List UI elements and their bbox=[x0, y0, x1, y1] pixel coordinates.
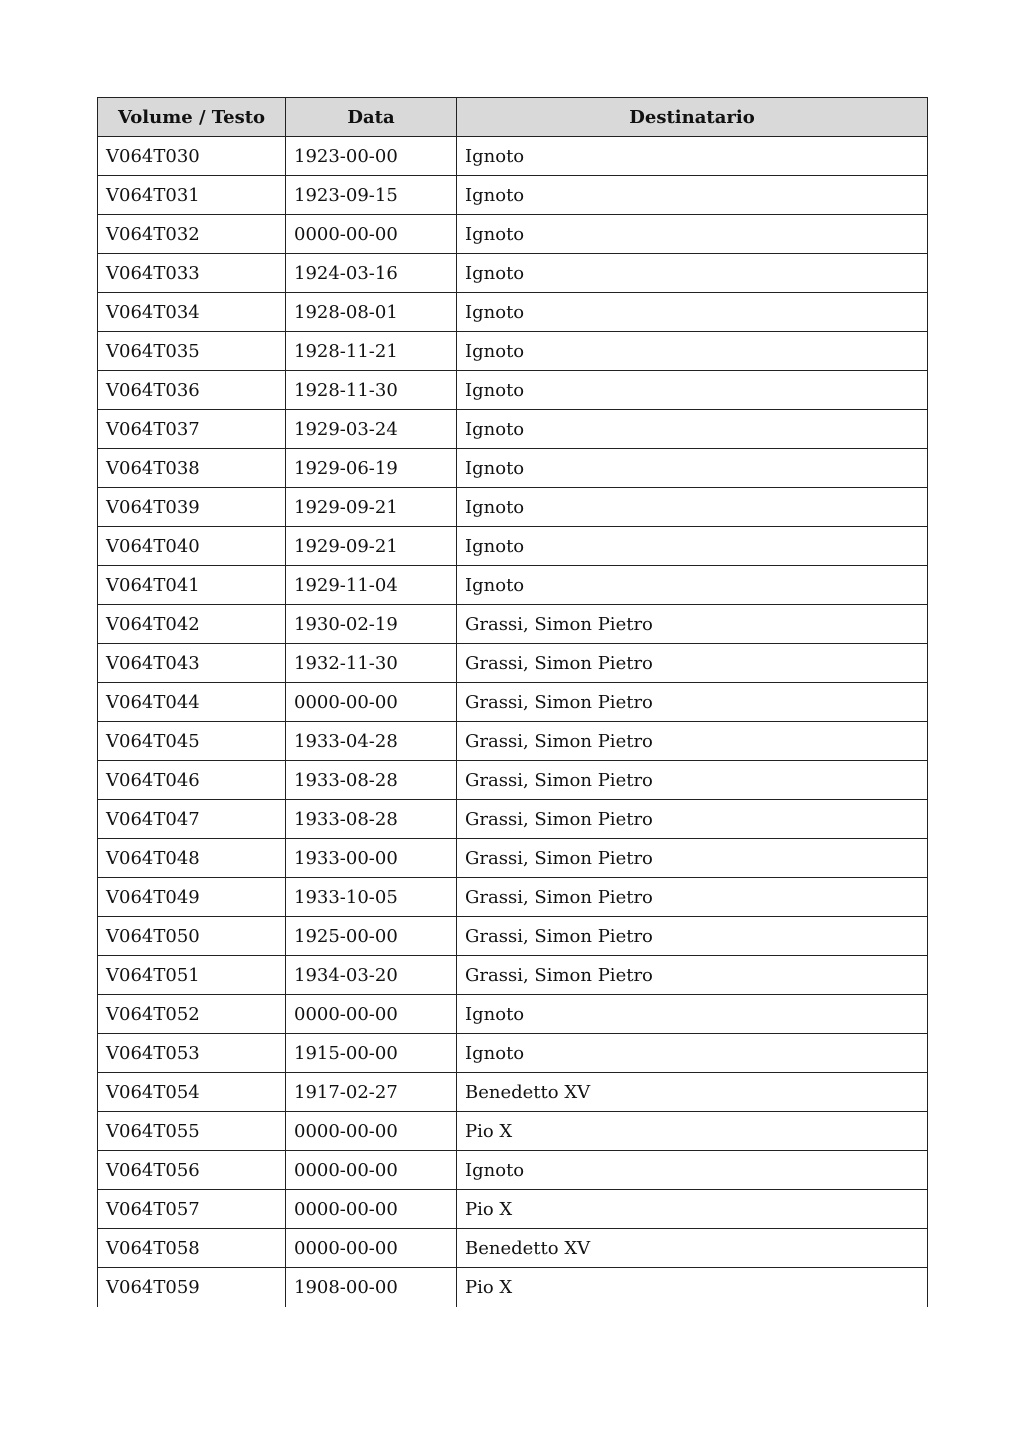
cell-data: 0000-00-00 bbox=[286, 1151, 457, 1190]
table-row bbox=[98, 1034, 928, 1073]
cell-volume-testo: V064T033 bbox=[98, 254, 286, 293]
header-row bbox=[98, 98, 928, 137]
cell-volume-testo: V064T050 bbox=[98, 917, 286, 956]
cell-data: 0000-00-00 bbox=[286, 1112, 457, 1151]
cell-data: 1924-03-16 bbox=[286, 254, 457, 293]
cell-destinatario: Ignoto bbox=[457, 995, 928, 1034]
table-row bbox=[98, 917, 928, 956]
cell-volume-testo: V064T049 bbox=[98, 878, 286, 917]
cell-destinatario: Ignoto bbox=[457, 137, 928, 176]
cell-destinatario: Ignoto bbox=[457, 527, 928, 566]
table-row bbox=[98, 410, 928, 449]
cell-destinatario: Ignoto bbox=[457, 410, 928, 449]
cell-data: 1933-08-28 bbox=[286, 761, 457, 800]
cell-volume-testo: V064T052 bbox=[98, 995, 286, 1034]
cell-destinatario: Pio X bbox=[457, 1190, 928, 1229]
header-volume-testo: Volume / Testo bbox=[98, 98, 286, 137]
table-row bbox=[98, 878, 928, 917]
cell-destinatario: Ignoto bbox=[457, 176, 928, 215]
cell-volume-testo: V064T032 bbox=[98, 215, 286, 254]
cell-data: 1928-11-30 bbox=[286, 371, 457, 410]
cell-volume-testo: V064T057 bbox=[98, 1190, 286, 1229]
cell-data: 1933-08-28 bbox=[286, 800, 457, 839]
table-row bbox=[98, 1190, 928, 1229]
cell-destinatario: Grassi, Simon Pietro bbox=[457, 956, 928, 995]
cell-destinatario: Grassi, Simon Pietro bbox=[457, 800, 928, 839]
cell-volume-testo: V064T038 bbox=[98, 449, 286, 488]
cell-destinatario: Pio X bbox=[457, 1112, 928, 1151]
cell-volume-testo: V064T045 bbox=[98, 722, 286, 761]
cell-volume-testo: V064T043 bbox=[98, 644, 286, 683]
header-data: Data bbox=[286, 98, 457, 137]
cell-data: 1908-00-00 bbox=[286, 1268, 457, 1307]
cell-destinatario: Grassi, Simon Pietro bbox=[457, 683, 928, 722]
table-row bbox=[98, 293, 928, 332]
cell-data: 0000-00-00 bbox=[286, 1190, 457, 1229]
cell-data: 1934-03-20 bbox=[286, 956, 457, 995]
table-row bbox=[98, 1268, 928, 1307]
table-row bbox=[98, 839, 928, 878]
cell-volume-testo: V064T053 bbox=[98, 1034, 286, 1073]
cell-data: 1925-00-00 bbox=[286, 917, 457, 956]
cell-destinatario: Benedetto XV bbox=[457, 1073, 928, 1112]
table-row bbox=[98, 254, 928, 293]
cell-destinatario: Ignoto bbox=[457, 449, 928, 488]
table-row bbox=[98, 488, 928, 527]
cell-volume-testo: V064T035 bbox=[98, 332, 286, 371]
table-row bbox=[98, 176, 928, 215]
cell-destinatario: Grassi, Simon Pietro bbox=[457, 761, 928, 800]
table-row bbox=[98, 1112, 928, 1151]
cell-data: 1929-09-21 bbox=[286, 488, 457, 527]
table-row bbox=[98, 215, 928, 254]
cell-destinatario: Ignoto bbox=[457, 488, 928, 527]
cell-data: 1928-08-01 bbox=[286, 293, 457, 332]
cell-data: 1923-00-00 bbox=[286, 137, 457, 176]
cell-data: 0000-00-00 bbox=[286, 683, 457, 722]
cell-data: 1929-11-04 bbox=[286, 566, 457, 605]
cell-destinatario: Ignoto bbox=[457, 566, 928, 605]
table-row bbox=[98, 995, 928, 1034]
table-row bbox=[98, 371, 928, 410]
cell-destinatario: Ignoto bbox=[457, 293, 928, 332]
table-row bbox=[98, 527, 928, 566]
cell-destinatario: Grassi, Simon Pietro bbox=[457, 605, 928, 644]
cell-volume-testo: V064T051 bbox=[98, 956, 286, 995]
cell-volume-testo: V064T055 bbox=[98, 1112, 286, 1151]
cell-data: 0000-00-00 bbox=[286, 995, 457, 1034]
cell-volume-testo: V064T056 bbox=[98, 1151, 286, 1190]
cell-destinatario: Grassi, Simon Pietro bbox=[457, 839, 928, 878]
table-row bbox=[98, 137, 928, 176]
cell-destinatario: Ignoto bbox=[457, 1034, 928, 1073]
cell-data: 1929-06-19 bbox=[286, 449, 457, 488]
cell-destinatario: Grassi, Simon Pietro bbox=[457, 878, 928, 917]
cell-volume-testo: V064T058 bbox=[98, 1229, 286, 1268]
table-row bbox=[98, 1073, 928, 1112]
cell-volume-testo: V064T054 bbox=[98, 1073, 286, 1112]
cell-destinatario: Benedetto XV bbox=[457, 1229, 928, 1268]
cell-destinatario: Grassi, Simon Pietro bbox=[457, 644, 928, 683]
cell-data: 1933-04-28 bbox=[286, 722, 457, 761]
cell-data: 1915-00-00 bbox=[286, 1034, 457, 1073]
cell-volume-testo: V064T059 bbox=[98, 1268, 286, 1307]
cell-data: 1933-10-05 bbox=[286, 878, 457, 917]
cell-data: 1929-03-24 bbox=[286, 410, 457, 449]
cell-destinatario: Ignoto bbox=[457, 371, 928, 410]
cell-volume-testo: V064T039 bbox=[98, 488, 286, 527]
cell-destinatario: Ignoto bbox=[457, 254, 928, 293]
table-row bbox=[98, 605, 928, 644]
cell-data: 1929-09-21 bbox=[286, 527, 457, 566]
table-body bbox=[98, 137, 928, 1307]
cell-volume-testo: V064T037 bbox=[98, 410, 286, 449]
records-table bbox=[97, 97, 928, 1307]
table-row bbox=[98, 1229, 928, 1268]
cell-volume-testo: V064T031 bbox=[98, 176, 286, 215]
cell-volume-testo: V064T044 bbox=[98, 683, 286, 722]
table-row bbox=[98, 644, 928, 683]
cell-volume-testo: V064T041 bbox=[98, 566, 286, 605]
cell-destinatario: Grassi, Simon Pietro bbox=[457, 722, 928, 761]
table-row bbox=[98, 956, 928, 995]
table-row bbox=[98, 566, 928, 605]
cell-volume-testo: V064T030 bbox=[98, 137, 286, 176]
table-row bbox=[98, 1151, 928, 1190]
table-row bbox=[98, 683, 928, 722]
cell-data: 0000-00-00 bbox=[286, 1229, 457, 1268]
cell-volume-testo: V064T034 bbox=[98, 293, 286, 332]
cell-data: 1923-09-15 bbox=[286, 176, 457, 215]
cell-volume-testo: V064T040 bbox=[98, 527, 286, 566]
cell-destinatario: Ignoto bbox=[457, 215, 928, 254]
table-row bbox=[98, 800, 928, 839]
cell-data: 1928-11-21 bbox=[286, 332, 457, 371]
cell-data: 1933-00-00 bbox=[286, 839, 457, 878]
cell-destinatario: Ignoto bbox=[457, 1151, 928, 1190]
cell-volume-testo: V064T047 bbox=[98, 800, 286, 839]
cell-destinatario: Grassi, Simon Pietro bbox=[457, 917, 928, 956]
cell-data: 0000-00-00 bbox=[286, 215, 457, 254]
table-row bbox=[98, 761, 928, 800]
table-row bbox=[98, 449, 928, 488]
cell-volume-testo: V064T042 bbox=[98, 605, 286, 644]
cell-destinatario: Ignoto bbox=[457, 332, 928, 371]
table-row bbox=[98, 722, 928, 761]
table-row bbox=[98, 332, 928, 371]
cell-destinatario: Pio X bbox=[457, 1268, 928, 1307]
cell-data: 1930-02-19 bbox=[286, 605, 457, 644]
header-destinatario: Destinatario bbox=[457, 98, 928, 137]
table-header bbox=[98, 98, 928, 137]
cell-volume-testo: V064T046 bbox=[98, 761, 286, 800]
cell-volume-testo: V064T036 bbox=[98, 371, 286, 410]
cell-data: 1932-11-30 bbox=[286, 644, 457, 683]
cell-data: 1917-02-27 bbox=[286, 1073, 457, 1112]
cell-volume-testo: V064T048 bbox=[98, 839, 286, 878]
